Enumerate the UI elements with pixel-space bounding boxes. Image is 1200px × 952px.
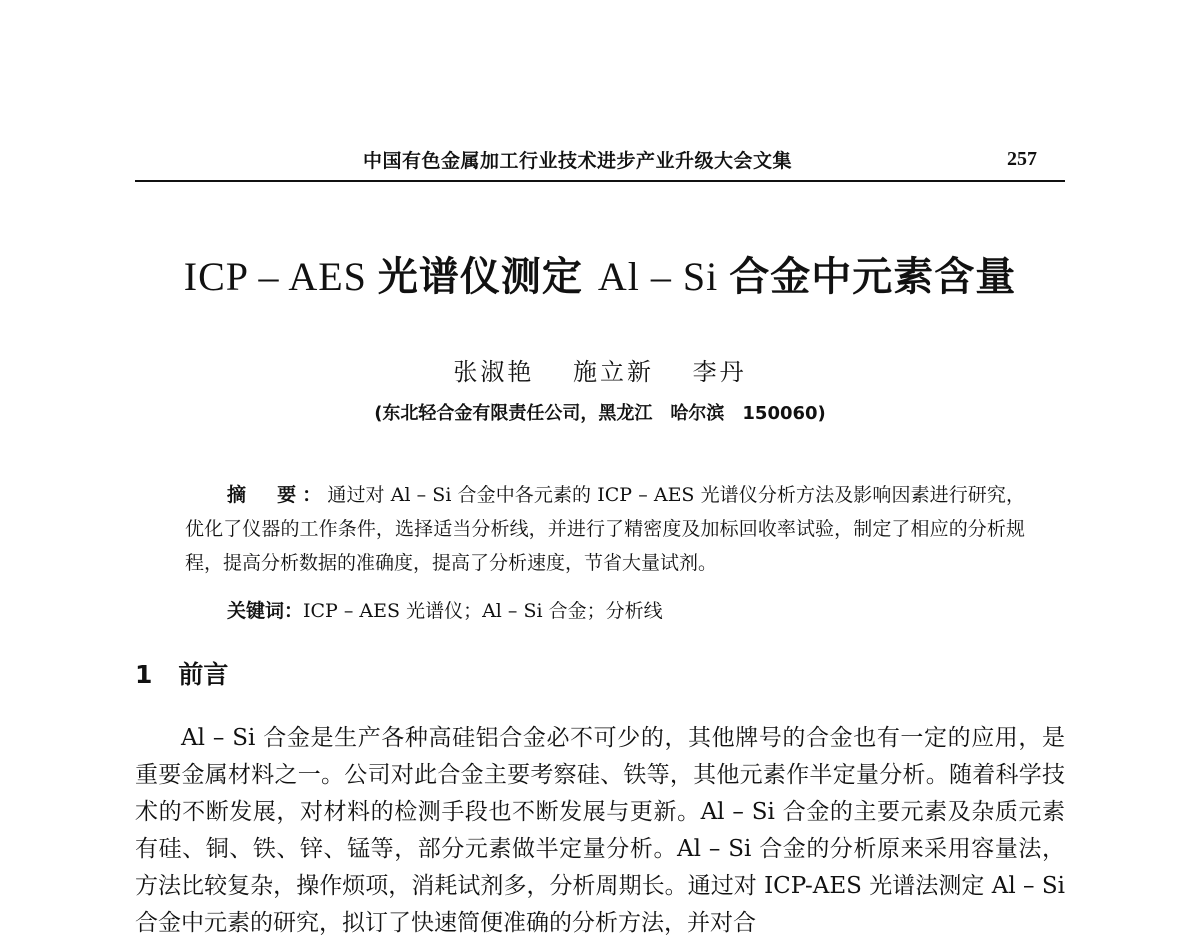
page-number: 257 [1007,148,1037,170]
author-affiliation: (东北轻合金有限责任公司，黑龙江 哈尔滨 150060) [374,403,826,424]
title-part-2: 光谱仪测定 [377,253,598,300]
title-part-1: ICP – AES [183,254,378,299]
running-head [135,140,1065,182]
keywords [227,596,663,623]
author-list [0,352,1200,387]
journal-title: 中国有色金属加工行业技术进步产业升级大会文集 [363,150,793,172]
author-name: 李丹 [692,358,747,386]
abstract [185,478,1025,580]
keywords-text: ICP – AES 光谱仪；Al – Si 合金；分析线 [303,600,663,622]
author-name: 张淑艳 [453,358,535,386]
author-name: 施立新 [573,358,654,386]
paper-title [0,245,1200,302]
abstract-label: 摘 要： [227,484,328,506]
section-heading [135,655,228,691]
title-part-4: 合金中元素含量 [729,253,1017,300]
body-paragraph: Al – Si 合金是生产各种高硅铝合金必不可少的，其他牌号的合金也有一定的应用，是重要金属材料之一。公司对此合金主要考察硅、铁等，其他元素作半定量分析。随着科学技术的不断发展，对材料的检测手段也不断发展与更新。Al – Si 合金的主要元素及杂质元素有硅、铜、铁、锌、锰等，部分元素做半定量分析。Al – Si 合金的分析原来采用容量法，方法比较复杂，操作烦项，消耗试剂多，分析周期长。通过对 ICP-AES 光谱法测定 Al – Si 合金中元素的研究，拟订了快速简便准确的分析方法，并对合 [135,725,1065,936]
section-number: 1 [135,660,153,689]
title-part-3: Al – Si [597,254,730,299]
abstract-text: 通过对 Al – Si 合金中各元素的 ICP – AES 光谱仪分析方法及影响因素进行研究，优化了仪器的工作条件，选择适当分析线，并进行了精密度及加标回收率试验，制定了相应的分析规程，提高分析数据的准确度，提高了分析速度，节省大量试剂。 [185,484,1025,574]
section-title: 前言 [178,660,229,689]
keywords-label: 关键词： [227,600,304,622]
